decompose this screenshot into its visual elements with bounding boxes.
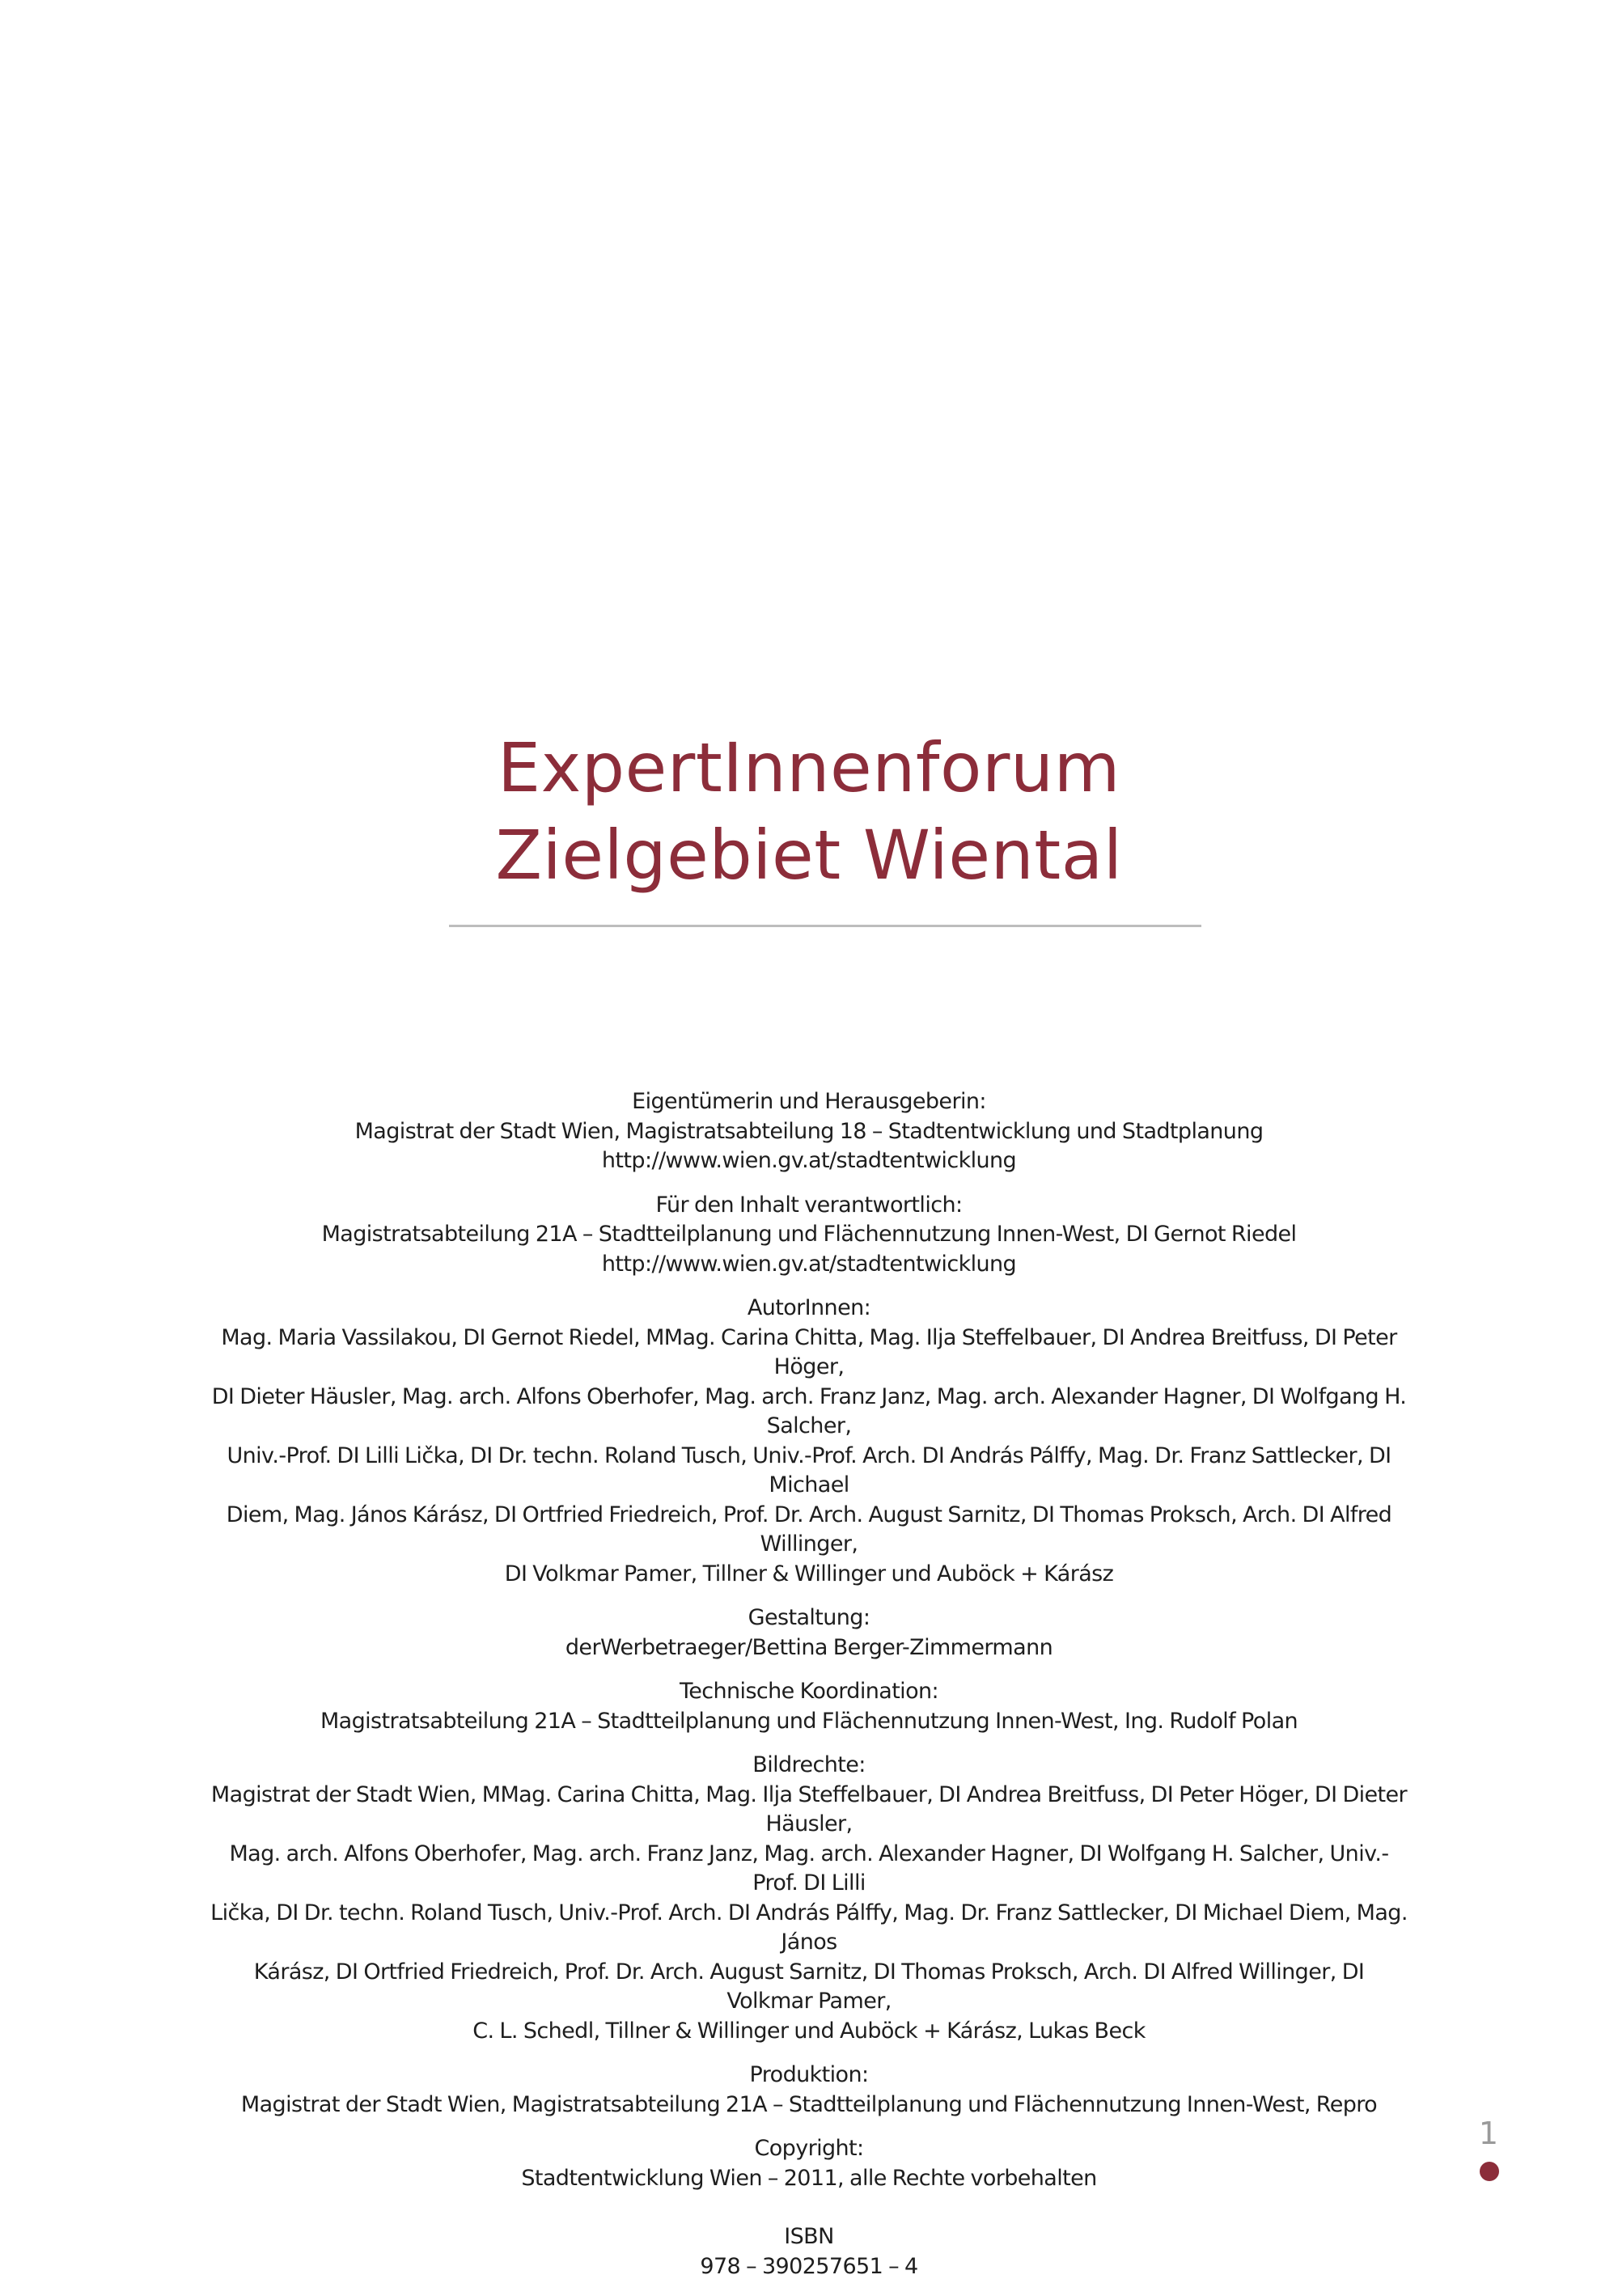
isbn-number: 978 – 390257651 – 4	[700, 2253, 918, 2279]
section-line: Stadtentwicklung Wien – 2011, alle Rechte vorbehalten	[521, 2165, 1097, 2191]
section-line: http://www.wien.gv.at/stadtentwicklung	[601, 1148, 1017, 1173]
section-line: Magistratsabteilung 21A – Stadtteilplanung und Flächennutzung Innen-West, DI Gernot Riedel	[321, 1222, 1297, 1247]
imprint-section-publisher	[210, 1087, 1408, 1176]
section-line: Mag. arch. Alfons Oberhofer, Mag. arch. Franz Janz, Mag. arch. Alexander Hagner, DI Wolfgang H. Salcher, Univ.-Prof. DI Lilli	[229, 1841, 1389, 1896]
section-line: derWerbetraeger/Bettina Berger-Zimmermann	[565, 1634, 1053, 1660]
section-heading: ISBN	[784, 2224, 834, 2249]
imprint-section-production	[210, 2061, 1408, 2120]
section-line: Magistrat der Stadt Wien, Magistratsabteilung 18 – Stadtentwicklung und Stadtplanung	[354, 1118, 1264, 1144]
imprint-block	[210, 1087, 1408, 2296]
section-line: Lička, DI Dr. techn. Roland Tusch, Univ.-Prof. Arch. DI András Pálffy, Mag. Dr. Franz Sattlecker, DI Michael Diem, Mag. János	[210, 1900, 1408, 1955]
imprint-section-authors	[210, 1294, 1408, 1589]
title-line-1: ExpertInnenforum	[498, 728, 1120, 807]
section-heading: Copyright:	[754, 2136, 864, 2161]
section-heading: AutorInnen:	[747, 1295, 871, 1320]
section-line: Mag. Maria Vassilakou, DI Gernot Riedel, MMag. Carina Chitta, Mag. Ilja Steffelbauer, DI Andrea Breitfuss, DI Peter Höger,	[221, 1324, 1397, 1379]
imprint-section-coordination	[210, 1677, 1408, 1736]
imprint-section-design	[210, 1603, 1408, 1663]
page-number: 1	[1478, 2116, 1499, 2151]
section-line: Kárász, DI Ortfried Friedreich, Prof. Dr. Arch. August Sarnitz, DI Thomas Proksch, Arch. DI Alfred Willinger, DI Volkmar Pamer,	[253, 1959, 1365, 2014]
section-heading: Produktion:	[749, 2062, 869, 2087]
imprint-section-isbn	[210, 2222, 1408, 2281]
title-divider	[449, 925, 1201, 927]
page-marker-dot-icon	[1480, 2162, 1499, 2181]
section-line: C. L. Schedl, Tillner & Willinger und Auböck + Kárász, Lukas Beck	[472, 2018, 1146, 2044]
imprint-section-image-rights	[210, 1751, 1408, 2046]
imprint-section-responsible	[210, 1191, 1408, 1280]
section-line: Magistrat der Stadt Wien, MMag. Carina Chitta, Mag. Ilja Steffelbauer, DI Andrea Breitfuss, DI Peter Höger, DI Dieter Häusler,	[210, 1781, 1408, 1836]
document-title	[0, 724, 1618, 899]
section-heading: Für den Inhalt verantwortlich:	[655, 1192, 963, 1218]
section-line: Univ.-Prof. DI Lilli Lička, DI Dr. techn. Roland Tusch, Univ.-Prof. Arch. DI András Pálffy, Mag. Dr. Franz Sattlecker, DI Michael	[227, 1442, 1391, 1497]
title-line-2: Zielgebiet Wiental	[495, 815, 1123, 895]
section-heading: Gestaltung:	[748, 1605, 870, 1630]
section-line: http://www.wien.gv.at/stadtentwicklung	[601, 1251, 1017, 1277]
section-line: Diem, Mag. János Kárász, DI Ortfried Friedreich, Prof. Dr. Arch. August Sarnitz, DI Thomas Proksch, Arch. DI Alfred Willinger,	[226, 1502, 1392, 1557]
section-line: Magistrat der Stadt Wien, Magistratsabteilung 21A – Stadtteilplanung und Flächennutzung Innen-West, Repro	[240, 2091, 1378, 2117]
section-line: DI Dieter Häusler, Mag. arch. Alfons Oberhofer, Mag. arch. Franz Janz, Mag. arch. Alexander Hagner, DI Wolfgang H. Salcher,	[211, 1383, 1407, 1438]
section-heading: Eigentümerin und Herausgeberin:	[632, 1089, 986, 1114]
section-line: DI Volkmar Pamer, Tillner & Willinger und Auböck + Kárász	[504, 1561, 1114, 1586]
section-heading: Technische Koordination:	[679, 1679, 939, 1704]
section-line: Magistratsabteilung 21A – Stadtteilplanung und Flächennutzung Innen-West, Ing. Rudolf Polan	[320, 1708, 1298, 1734]
imprint-section-copyright	[210, 2134, 1408, 2193]
section-heading: Bildrechte:	[752, 1752, 866, 1777]
